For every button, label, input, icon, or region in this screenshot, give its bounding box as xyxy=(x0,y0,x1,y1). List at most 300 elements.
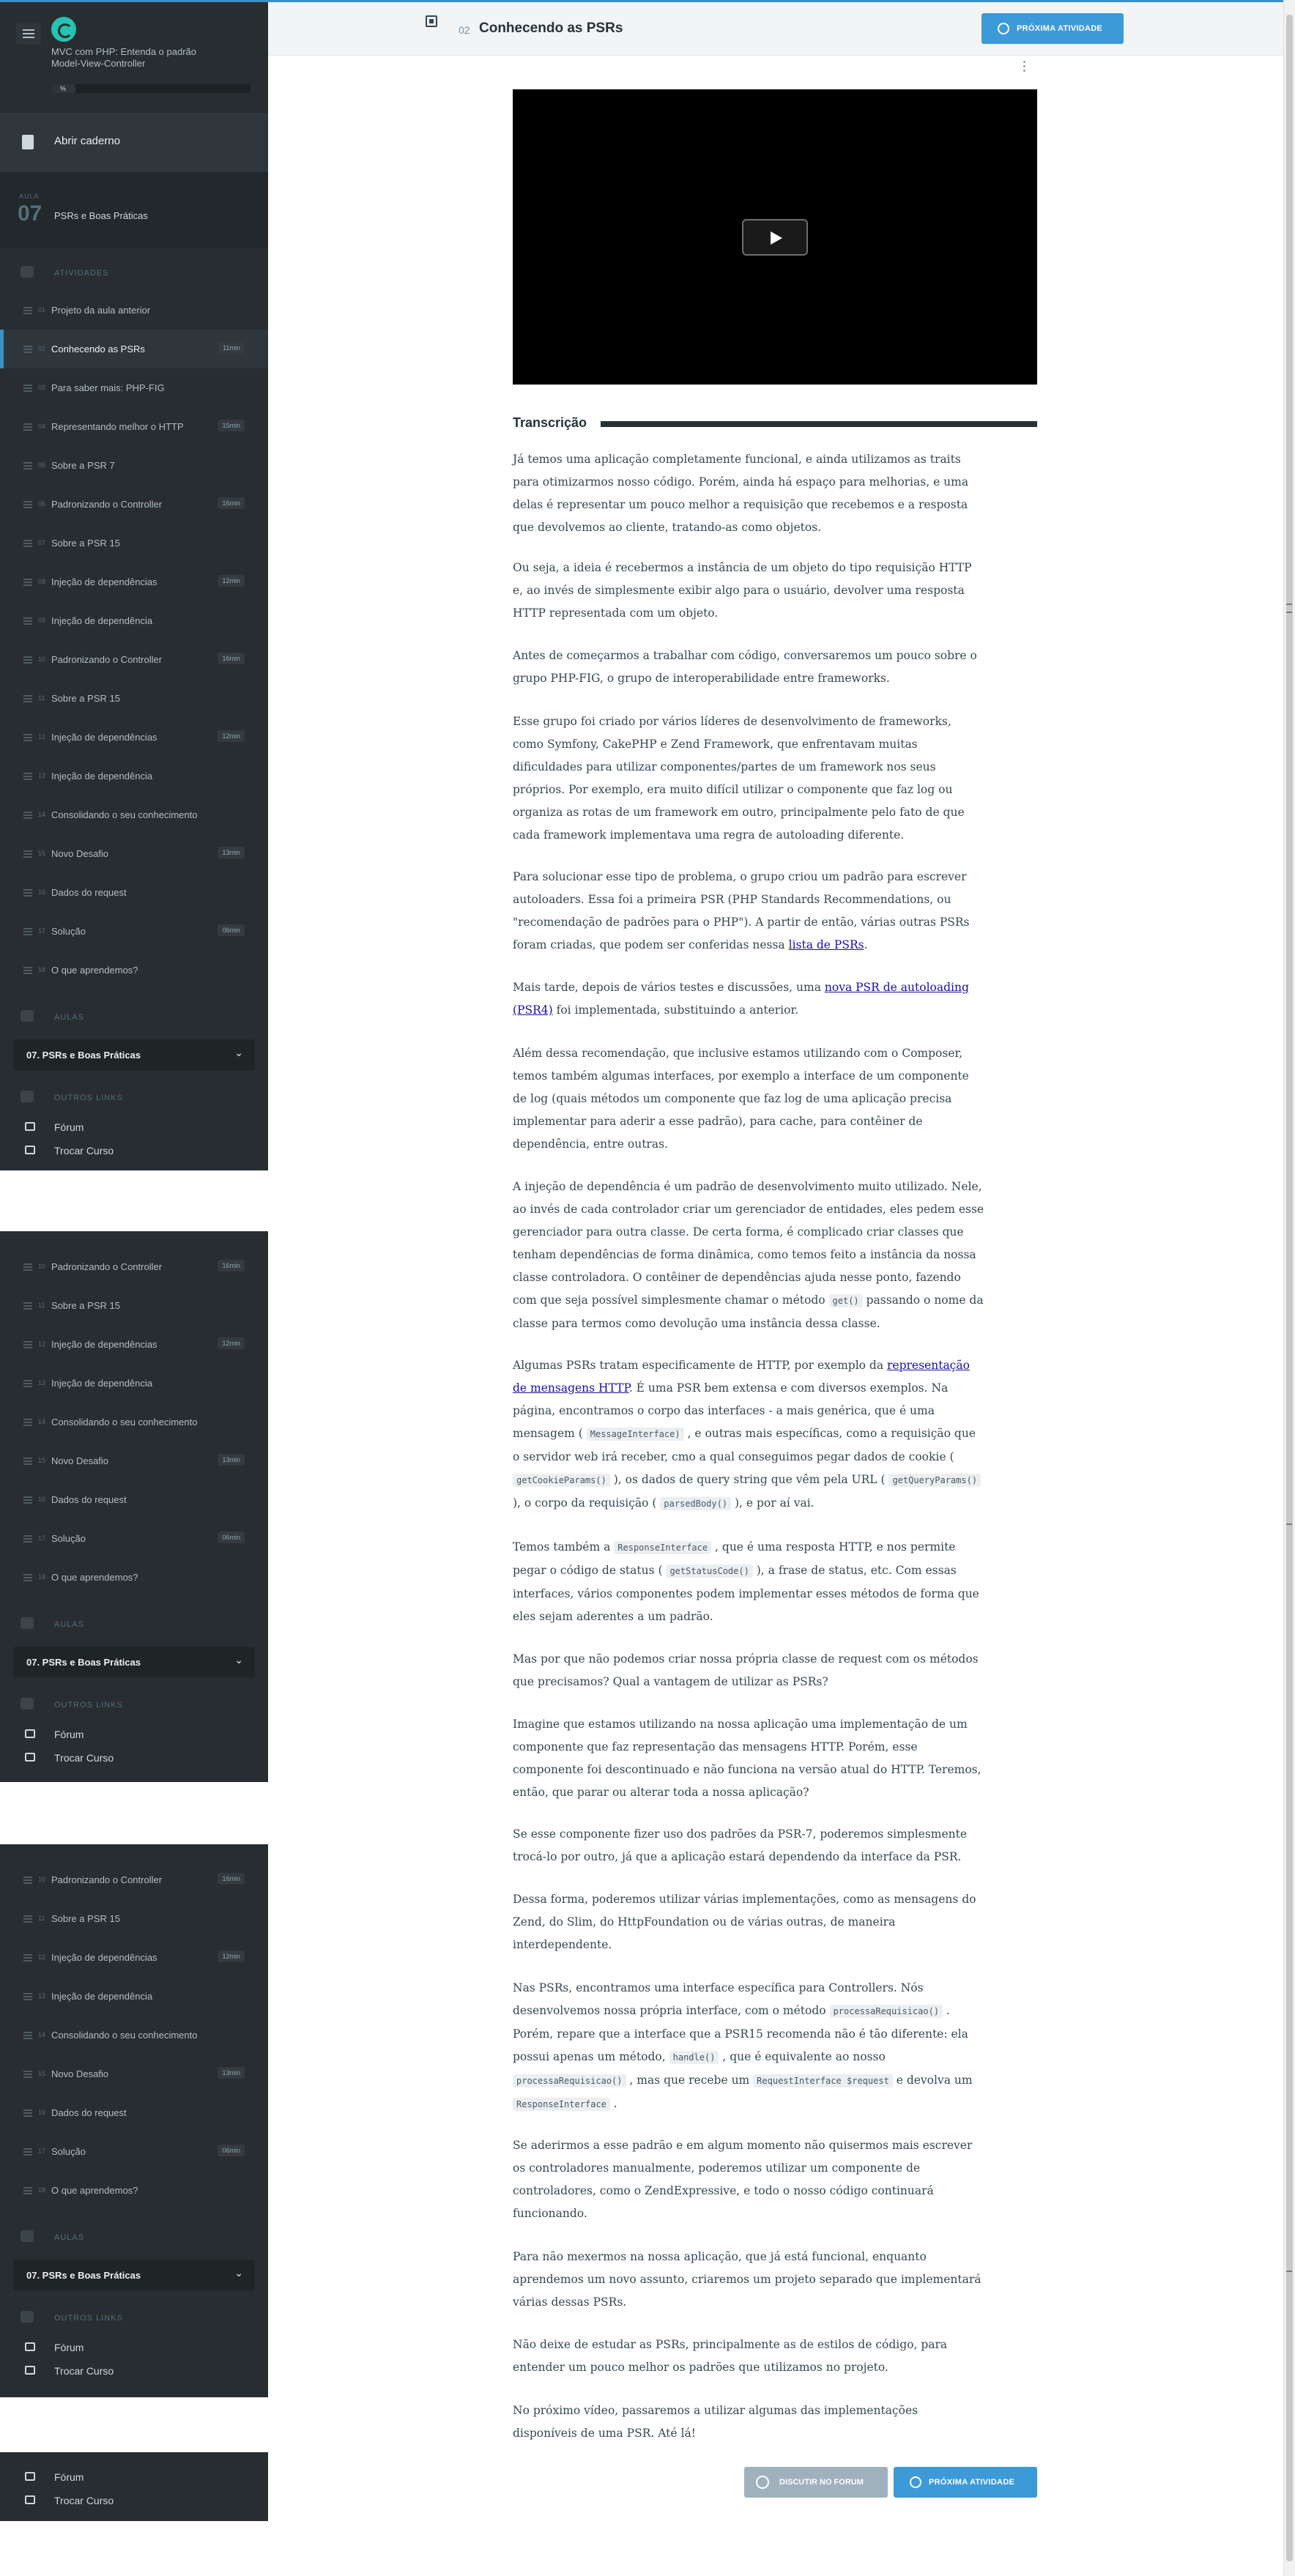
transcript-paragraph: Se aderirmos a esse padrão e em algum momento não quisermos mais escrever os controladores manualmente, poderemos utilizar um componente de controladores, como o ZendExpressive, e todo o nosso código continuará funcionando. xyxy=(513,2139,973,2220)
transcript-paragraph: Dessa forma, poderemos utilizar várias implementações, como as mensagens do Zend, do Slim, do HttpFoundation ou de várias outras, de maneira interdependente. xyxy=(513,1893,976,1951)
activity-item[interactable] xyxy=(0,1480,268,1519)
current-lesson[interactable] xyxy=(0,172,268,248)
scrollbar-thumb[interactable] xyxy=(1286,15,1293,2561)
list-icon xyxy=(23,928,32,935)
switch-course-label: Trocar Curso xyxy=(54,2365,114,2377)
paragraph-text: . xyxy=(864,938,868,951)
toggle-sidebar-icon[interactable] xyxy=(426,15,437,27)
inline-code: processaRequisicao() xyxy=(513,2074,626,2087)
transcript-paragraph: Já temos uma aplicação completamente funcional, e ainda utilizamos as traits para otimizarmos nosso código. Porém, ainda há espaço para melhorias, e uma delas é representar um pouco melhor a requisição que recebemos e a resposta que devolvemos ao cliente, tratando-as como objetos. xyxy=(513,453,969,534)
activity-item[interactable] xyxy=(0,757,268,795)
paragraph-text: , e outras mais específicas, como a requisição que o servidor web irá receber, cmo a qual conseguimos pegar dados de cookie ( xyxy=(513,1427,976,1463)
activity-number: 01 xyxy=(38,306,46,313)
paragraph-text: Nas PSRs, encontramos uma interface específica para Controllers. Nós desenvolvemos nossa própria interface, com o método xyxy=(513,1981,924,2017)
activity-label: Consolidando o seu conhecimento xyxy=(51,809,198,820)
activity-item[interactable] xyxy=(0,1403,268,1441)
activity-label: Sobre a PSR 15 xyxy=(51,1913,120,1924)
aulas-section-label xyxy=(0,2217,268,2255)
switch-icon xyxy=(25,1146,35,1154)
activity-number: 15 xyxy=(38,1457,46,1464)
list-icon xyxy=(23,812,32,819)
activity-label: Injeção de dependência xyxy=(51,615,153,626)
activity-item[interactable] xyxy=(0,873,268,912)
activity-number: 18 xyxy=(38,2186,46,2194)
paragraph-text: passando o nome da classe para termos como devolução uma instância dessa classe. xyxy=(513,1293,984,1330)
activity-number: 11 xyxy=(38,694,45,702)
list-icon xyxy=(23,2032,32,2039)
forum-link-label: Fórum xyxy=(54,2342,84,2353)
discuss-forum-label: DISCUTIR NO FORUM xyxy=(779,2478,864,2487)
activity-number: 12 xyxy=(38,1340,46,1348)
paragraph-text: ), o corpo da requisição ( xyxy=(513,1496,661,1510)
duration-badge: 16min xyxy=(218,653,245,664)
scroll-marker xyxy=(1286,2271,1292,2272)
list-icon xyxy=(23,1915,32,1923)
paragraph-text: e devolva um xyxy=(892,2074,973,2087)
activity-number: 16 xyxy=(38,888,46,896)
globe-icon xyxy=(756,2476,769,2489)
activity-label: Injeção de dependência xyxy=(51,1378,153,1389)
activity-number: 13 xyxy=(38,1992,46,2000)
activity-item[interactable] xyxy=(0,1364,268,1403)
activity-number: 07 xyxy=(38,539,46,546)
activity-number: 03 xyxy=(38,384,46,391)
transcript-paragraph: Não deixe de estudar as PSRs, principalmente as de estilos de código, para entender um pouco melhor os padrões que utilizamos no projeto. xyxy=(513,2338,948,2374)
activity-item[interactable] xyxy=(0,2016,268,2055)
activity-number: 02 xyxy=(38,345,46,352)
activity-item[interactable] xyxy=(0,368,268,407)
collapse-menu-button[interactable] xyxy=(16,23,41,45)
inline-code: processaRequisicao() xyxy=(830,2005,943,2018)
chevron-down-icon: ⌄ xyxy=(234,1654,243,1666)
aulas-heading: AULAS xyxy=(54,1620,85,1629)
activity-number: 14 xyxy=(38,1418,46,1425)
activity-number: 13 xyxy=(38,1379,46,1387)
activity-label: Representando melhor o HTTP xyxy=(51,421,184,432)
activity-item[interactable] xyxy=(0,485,268,524)
forum-link[interactable] xyxy=(0,1116,268,1139)
transcript-paragraph: Além dessa recomendação, que inclusive estamos utilizando com o Composer, temos também algumas interfaces, por exemplo a interface de um componente de log (quais métodos um componente que faz log de uma aplicação precisa implementar para aderir a esse padrão), para cache, para contêiner de dependência, entre outras. xyxy=(513,1047,969,1151)
activity-item[interactable] xyxy=(0,330,268,368)
activity-label: Injeção de dependências xyxy=(51,576,157,587)
activity-item[interactable] xyxy=(0,1286,268,1325)
transcription-heading xyxy=(513,415,1037,431)
paragraph-text: Para solucionar esse tipo de problema, o grupo criou um padrão para escrever autoloaders. Essa foi a primeira PSR (PHP Standards Recommendations, ou "recomendação de padrões para o PHP"). A partir de então, várias outras PSRs foram criadas, que podem ser conferidas nessa xyxy=(513,870,970,951)
activity-label: Padronizando o Controller xyxy=(51,499,163,510)
open-notebook-button[interactable] xyxy=(0,112,268,172)
transcript-paragraph xyxy=(513,976,985,1022)
switch-icon xyxy=(25,1753,35,1762)
transcript-paragraph: Para não mexermos na nossa aplicação, que já está funcional, enquanto aprendemos um novo assunto, criaremos um projeto separado que implementará várias dessas PSRs. xyxy=(513,2250,982,2309)
activity-number: 15 xyxy=(38,2070,46,2077)
activity-label: Solução xyxy=(51,2146,86,2157)
list-icon xyxy=(23,540,32,547)
activity-number: 12 xyxy=(38,1953,46,1961)
duration-badge: 06min xyxy=(218,2145,245,2156)
paragraph-text: Mais tarde, depois de vários testes e discussões, uma xyxy=(513,981,825,994)
aulas-heading: AULAS xyxy=(54,1013,85,1022)
list-icon xyxy=(23,2187,32,2194)
list-icon xyxy=(23,1458,32,1465)
activity-item[interactable] xyxy=(0,718,268,757)
activity-number: 18 xyxy=(38,1573,46,1581)
notebook-icon xyxy=(22,135,34,149)
links-heading: OUTROS LINKS xyxy=(54,2314,123,2323)
links-heading: OUTROS LINKS xyxy=(54,1701,123,1710)
list-icon xyxy=(23,423,32,431)
more-options-icon[interactable] xyxy=(1017,57,1031,76)
activity-number: 02 xyxy=(459,24,470,36)
activity-label: Dados do request xyxy=(51,2107,127,2118)
activity-item[interactable] xyxy=(0,1247,268,1286)
course-progress-bar xyxy=(51,84,251,93)
paragraph-text: Algumas PSRs tratam especificamente de HTTP, por exemplo da xyxy=(513,1359,888,1372)
activity-label: O que aprendemos? xyxy=(51,965,138,976)
next-activity-label: PRÓXIMA ATIVIDADE xyxy=(1017,24,1103,33)
forum-icon xyxy=(25,2472,35,2481)
sidebar-repeat xyxy=(0,1844,268,2397)
activity-label: Dados do request xyxy=(51,887,127,898)
activity-item[interactable] xyxy=(0,834,268,873)
activity-label: Injeção de dependências xyxy=(51,1339,157,1350)
aula-select[interactable] xyxy=(13,2260,255,2290)
duration-badge: 12min xyxy=(218,730,245,742)
paragraph-text: . Porém, repare que a interface que a PSR15 recomenda não é tão diferente: ela possui apenas um método, xyxy=(513,2004,968,2063)
transcript-paragraph xyxy=(513,866,985,957)
course-progress-label: % xyxy=(60,85,67,92)
forum-link[interactable] xyxy=(0,2336,268,2359)
activity-label: Dados do request xyxy=(51,1494,127,1505)
list-icon xyxy=(23,1380,32,1387)
list-icon xyxy=(23,1263,32,1271)
list-icon xyxy=(23,850,32,858)
aulas-icon xyxy=(21,1010,34,1022)
sidebar-header xyxy=(0,2,268,112)
activity-item[interactable] xyxy=(0,912,268,951)
activity-label: Projeto da aula anterior xyxy=(51,305,151,316)
next-activity-button[interactable] xyxy=(982,13,1124,44)
paragraph-text: ), e por aí vai. xyxy=(731,1496,815,1510)
activity-item[interactable] xyxy=(0,601,268,640)
activity-label: Injeção de dependência xyxy=(51,1991,153,2002)
forum-icon xyxy=(25,1122,35,1131)
aula-select-value: 07. PSRs e Boas Práticas xyxy=(26,2270,141,2281)
list-icon xyxy=(23,967,32,974)
list-icon xyxy=(23,889,32,897)
list-icon xyxy=(23,579,32,586)
duration-badge: 16min xyxy=(218,1260,245,1272)
activity-label: Padronizando o Controller xyxy=(51,1261,163,1272)
inline-code: ResponseInterface xyxy=(513,2098,610,2111)
chevron-down-icon: ⌄ xyxy=(234,1047,243,1058)
paragraph-text: A injeção de dependência é um padrão de desenvolvimento muito utilizado. Nele, ao invés de cada controlador criar um gerenciador de entidades, eles pedem esse gerenciador para outra classe. De certa forma, é complicado criar classes que tenham dependências de forma dinâmica, como temos feito a instância da nossa classe controladora. O contêiner de dependências ajuda nesse ponto, fazendo com que seja possível simplesmente chamar o método xyxy=(513,1180,984,1307)
activity-label: Novo Desafio xyxy=(51,1455,109,1466)
activity-number: 17 xyxy=(38,1534,46,1542)
activity-number: 06 xyxy=(38,500,46,508)
activity-label: Sobre a PSR 7 xyxy=(51,460,115,471)
aulas-section-label xyxy=(0,1604,268,1642)
inline-code: getStatusCode() xyxy=(666,1564,752,1578)
transcript-paragraph: Ou seja, a ideia é recebermos a instância de um objeto do tipo requisição HTTP e, ao invés de simplesmente exibir algo para o usuário, devolver uma resposta HTTP representada com um objeto. xyxy=(513,561,972,620)
activity-item[interactable] xyxy=(0,1558,268,1597)
switch-course-link[interactable] xyxy=(0,2489,268,2512)
activity-label: Sobre a PSR 15 xyxy=(51,1300,120,1311)
activity-number: 10 xyxy=(38,1876,46,1883)
list-icon xyxy=(23,346,32,353)
lesson-aula-label: AULA xyxy=(19,193,40,200)
forum-link-label: Fórum xyxy=(54,2471,84,2483)
aulas-section-label xyxy=(0,997,268,1035)
transcript-paragraph: No próximo vídeo, passaremos a utilizar algumas das implementações disponíveis de uma PSR. Até lá! xyxy=(513,2404,919,2440)
activity-item[interactable] xyxy=(0,446,268,485)
activity-number: 13 xyxy=(38,772,46,779)
activity-item[interactable] xyxy=(0,1441,268,1480)
activity-label: Novo Desafio xyxy=(51,2068,109,2079)
page-scrollbar[interactable] xyxy=(1283,0,1295,2576)
activity-item[interactable] xyxy=(0,795,268,834)
transcript-paragraph: Imagine que estamos utilizando na nossa aplicação uma implementação de um componente que faz representação das mensagens HTTP. Porém, esse componente foi descontinuado e não funciona na versão atual do HTTP. Teremos, então, que parar ou alterar toda a nossa aplicação? xyxy=(513,1718,982,1799)
activity-label: Padronizando o Controller xyxy=(51,1874,163,1885)
activity-number: 16 xyxy=(38,1496,46,1503)
activities-section-label xyxy=(0,253,268,291)
activity-number: 18 xyxy=(38,966,46,973)
activities-heading: ATIVIDADES xyxy=(54,269,109,278)
links-icon xyxy=(21,1091,34,1102)
activity-number: 17 xyxy=(38,927,46,935)
activity-label: Injeção de dependência xyxy=(51,771,153,782)
activity-item[interactable] xyxy=(0,563,268,601)
switch-icon xyxy=(25,2495,35,2504)
activity-item[interactable] xyxy=(0,1977,268,2016)
list-icon xyxy=(23,1574,32,1581)
duration-badge: 16min xyxy=(218,497,245,509)
list-icon xyxy=(23,1419,32,1426)
play-icon[interactable] xyxy=(742,219,808,256)
chevron-down-icon: ⌄ xyxy=(234,2267,243,2279)
activity-number: 15 xyxy=(38,850,46,857)
activity-label: O que aprendemos? xyxy=(51,2185,138,2196)
activity-item[interactable] xyxy=(0,679,268,718)
activity-label: Injeção de dependências xyxy=(51,1952,157,1963)
inline-code: getQueryParams() xyxy=(888,1474,981,1487)
lesson-name: PSRs e Boas Práticas xyxy=(54,210,148,221)
duration-badge: 13min xyxy=(218,847,245,858)
links-section-label xyxy=(0,1685,268,1723)
psr4-link[interactable]: nova PSR de autoloading (PSR4) xyxy=(513,981,969,1017)
arrow-right-icon xyxy=(910,2476,921,2488)
course-logo-icon[interactable] xyxy=(51,17,76,42)
switch-course-link[interactable] xyxy=(0,1139,268,1162)
aulas-heading: AULAS xyxy=(54,2233,85,2242)
discuss-forum-button[interactable] xyxy=(744,2467,888,2498)
activity-label: Conhecendo as PSRs xyxy=(51,344,145,355)
transcript-paragraph: Mas por que não podemos criar nossa própria classe de request com os métodos que precisamos? Qual a vantagem de utilizar as PSRs? xyxy=(513,1652,979,1688)
list-icon xyxy=(23,1954,32,1961)
transcript-paragraph xyxy=(513,1536,985,1628)
activity-label: Para saber mais: PHP-FIG xyxy=(51,382,165,393)
switch-course-label: Trocar Curso xyxy=(54,2495,114,2506)
switch-course-label: Trocar Curso xyxy=(54,1145,114,1157)
http-messages-link[interactable]: representação de mensagens HTTP xyxy=(513,1359,970,1395)
inline-code: MessageInterface) xyxy=(587,1428,684,1441)
list-icon xyxy=(23,307,32,314)
activity-number: 10 xyxy=(38,1263,46,1270)
activity-item[interactable] xyxy=(0,2171,268,2210)
scroll-marker xyxy=(1286,604,1292,605)
activity-number: 08 xyxy=(38,578,46,585)
links-icon xyxy=(21,2311,34,2323)
open-notebook-label: Abrir caderno xyxy=(54,135,121,147)
activity-number: 11 xyxy=(38,1302,45,1309)
links-section-label xyxy=(0,1077,268,1116)
activity-number: 17 xyxy=(38,2148,46,2155)
duration-badge: 15min xyxy=(218,420,245,431)
inline-code: RequestInterface $request xyxy=(753,2074,893,2087)
activity-number: 04 xyxy=(38,423,46,430)
list-icon xyxy=(23,2071,32,2078)
activity-number: 09 xyxy=(38,617,46,624)
activity-label: Solução xyxy=(51,926,86,937)
aula-select[interactable] xyxy=(13,1647,255,1677)
activity-number: 14 xyxy=(38,2031,46,2038)
activity-item[interactable] xyxy=(0,1899,268,1938)
activity-item[interactable] xyxy=(0,1938,268,1977)
sidebar-repeat xyxy=(0,1231,268,1782)
activity-item[interactable] xyxy=(0,2055,268,2093)
activity-item[interactable] xyxy=(0,2093,268,2132)
paragraph-text: . xyxy=(609,2097,617,2110)
activity-item[interactable] xyxy=(0,407,268,446)
list-icon xyxy=(23,501,32,508)
activity-item[interactable] xyxy=(0,291,268,330)
aulas-icon xyxy=(21,1617,34,1629)
duration-badge: 06min xyxy=(218,924,245,936)
paragraph-text: , que é equivalente ao nosso xyxy=(719,2050,886,2063)
list-icon xyxy=(23,1877,32,1884)
lesson-number: 07 xyxy=(18,201,42,226)
transcript-paragraph: Esse grupo foi criado por vários líderes de desenvolvimento de frameworks, como Symfony, CakePHP e Zend Framework, que enfrentavam muitas dificuldades para utilizar componentes/partes de um framework nos seus próprios. Por exemplo, era muito difícil utilizar o componente que faz log ou organiza as rotas de um framework em outro, principalmente pelo fato de que cada framework implementava uma regra de autoloading diferente. xyxy=(513,715,965,842)
inline-code: handle() xyxy=(669,2051,719,2064)
sidebar xyxy=(0,2,268,1170)
links-heading: OUTROS LINKS xyxy=(54,1094,123,1102)
activity-number: 12 xyxy=(38,733,46,740)
transcript-paragraph: Se esse componente fizer uso dos padrões da PSR-7, poderemos simplesmente trocá-lo por outro, já que a aplicação estará dependendo da interface da PSR. xyxy=(513,1827,968,1863)
list-icon xyxy=(23,385,32,392)
inline-code: ResponseInterface xyxy=(614,1541,711,1554)
duration-badge: 13min xyxy=(218,1454,245,1466)
activity-label: Novo Desafio xyxy=(51,848,109,859)
transcript-paragraph: Antes de começarmos a trabalhar com código, conversaremos um pouco sobre o grupo PHP-FIG, o grupo de interoperabilidade entre frameworks. xyxy=(513,649,977,685)
forum-icon xyxy=(25,1729,35,1738)
list-icon xyxy=(23,695,32,702)
next-activity-label: PRÓXIMA ATIVIDADE xyxy=(929,2478,1015,2487)
course-title[interactable]: MVC com PHP: Entenda o padrão Model-View-Controller xyxy=(51,46,196,69)
aula-select-value: 07. PSRs e Boas Práticas xyxy=(26,1657,141,1668)
paragraph-text: , mas que recebe um xyxy=(626,2074,754,2087)
list-icon xyxy=(23,1302,32,1310)
duration-badge: 11min xyxy=(218,342,245,354)
list-icon xyxy=(23,2148,32,2156)
list-icon xyxy=(23,1496,32,1504)
list-icon xyxy=(23,1535,32,1543)
aula-select-value: 07. PSRs e Boas Práticas xyxy=(26,1050,141,1061)
forum-link[interactable] xyxy=(0,2465,268,2489)
switch-course-link[interactable] xyxy=(0,1746,268,1770)
activity-label: Consolidando o seu conhecimento xyxy=(51,1417,198,1428)
paragraph-text: foi implementada, substituindo a anterior. xyxy=(552,1003,799,1017)
scroll-marker xyxy=(1286,1523,1292,1525)
duration-badge: 16min xyxy=(218,1873,245,1885)
links-section-label xyxy=(0,2298,268,2336)
list-icon xyxy=(23,1993,32,2000)
switch-icon xyxy=(25,2366,35,2375)
inline-code: parsedBody() xyxy=(660,1497,731,1510)
sidebar-repeat-links xyxy=(0,2452,268,2521)
duration-badge: 12min xyxy=(218,1950,245,1962)
duration-badge: 12min xyxy=(218,575,245,587)
transcription-title: Transcrição xyxy=(513,415,595,431)
activity-item[interactable] xyxy=(0,1519,268,1558)
paragraph-text: , que é uma resposta HTTP, e nos permite pegar o código de status ( xyxy=(513,1540,956,1577)
activity-item[interactable] xyxy=(0,524,268,563)
activity-label: Sobre a PSR 15 xyxy=(51,693,120,704)
list-icon xyxy=(23,617,32,625)
aula-select[interactable] xyxy=(13,1039,255,1070)
forum-link-label: Fórum xyxy=(54,1121,84,1133)
list-icon xyxy=(23,1341,32,1348)
activity-label: Solução xyxy=(51,1533,86,1544)
user-icon xyxy=(21,266,34,278)
arrow-right-icon xyxy=(998,23,1009,34)
activity-list xyxy=(0,1844,268,2210)
psr-list-link[interactable]: lista de PSRs xyxy=(788,938,864,951)
paragraph-text: ), os dados de query string que vêm pela URL ( xyxy=(609,1473,889,1486)
inline-code: get() xyxy=(829,1294,863,1307)
inline-code: getCookieParams() xyxy=(513,1474,610,1487)
activity-item[interactable] xyxy=(0,951,268,990)
video-player[interactable] xyxy=(513,89,1037,385)
paragraph-text: Temos também a xyxy=(513,1540,615,1554)
forum-link-label: Fórum xyxy=(54,1729,84,1740)
activity-label: Padronizando o Controller xyxy=(51,654,163,665)
list-icon xyxy=(23,773,32,780)
activity-item[interactable] xyxy=(0,1325,268,1364)
forum-link[interactable] xyxy=(0,1723,268,1746)
next-activity-button-bottom[interactable] xyxy=(894,2467,1037,2498)
duration-badge: 12min xyxy=(218,1337,245,1349)
transcript-paragraph xyxy=(513,1354,985,1515)
activity-item[interactable] xyxy=(0,2132,268,2171)
activity-number: 11 xyxy=(38,1915,45,1922)
activity-item[interactable] xyxy=(0,640,268,679)
links-icon xyxy=(21,1698,34,1710)
activity-number: 10 xyxy=(38,656,46,663)
activity-header xyxy=(268,2,1283,56)
list-icon xyxy=(23,656,32,664)
activity-item[interactable] xyxy=(0,1860,268,1899)
duration-badge: 13min xyxy=(218,2067,245,2079)
duration-badge: 06min xyxy=(218,1532,245,1543)
activity-label: O que aprendemos? xyxy=(51,1572,138,1583)
activity-number: 16 xyxy=(38,2109,46,2116)
aulas-icon xyxy=(21,2230,34,2242)
activity-number: 05 xyxy=(38,461,46,469)
page-title: Conhecendo as PSRs xyxy=(479,21,623,36)
paragraph-text: ), a frase de status, etc. Com essas interfaces, vários componentes podem implementar esses métodos de forma que eles sejam aderentes a um padrão. xyxy=(513,1564,979,1623)
paragraph-text: . É uma PSR bem extensa e com diversos exemplos. Na página, encontramos o corpo das interfaces - a mais genérica, que é uma mensagem ( xyxy=(513,1381,949,1440)
switch-course-link[interactable] xyxy=(0,2359,268,2383)
list-icon xyxy=(23,2109,32,2117)
